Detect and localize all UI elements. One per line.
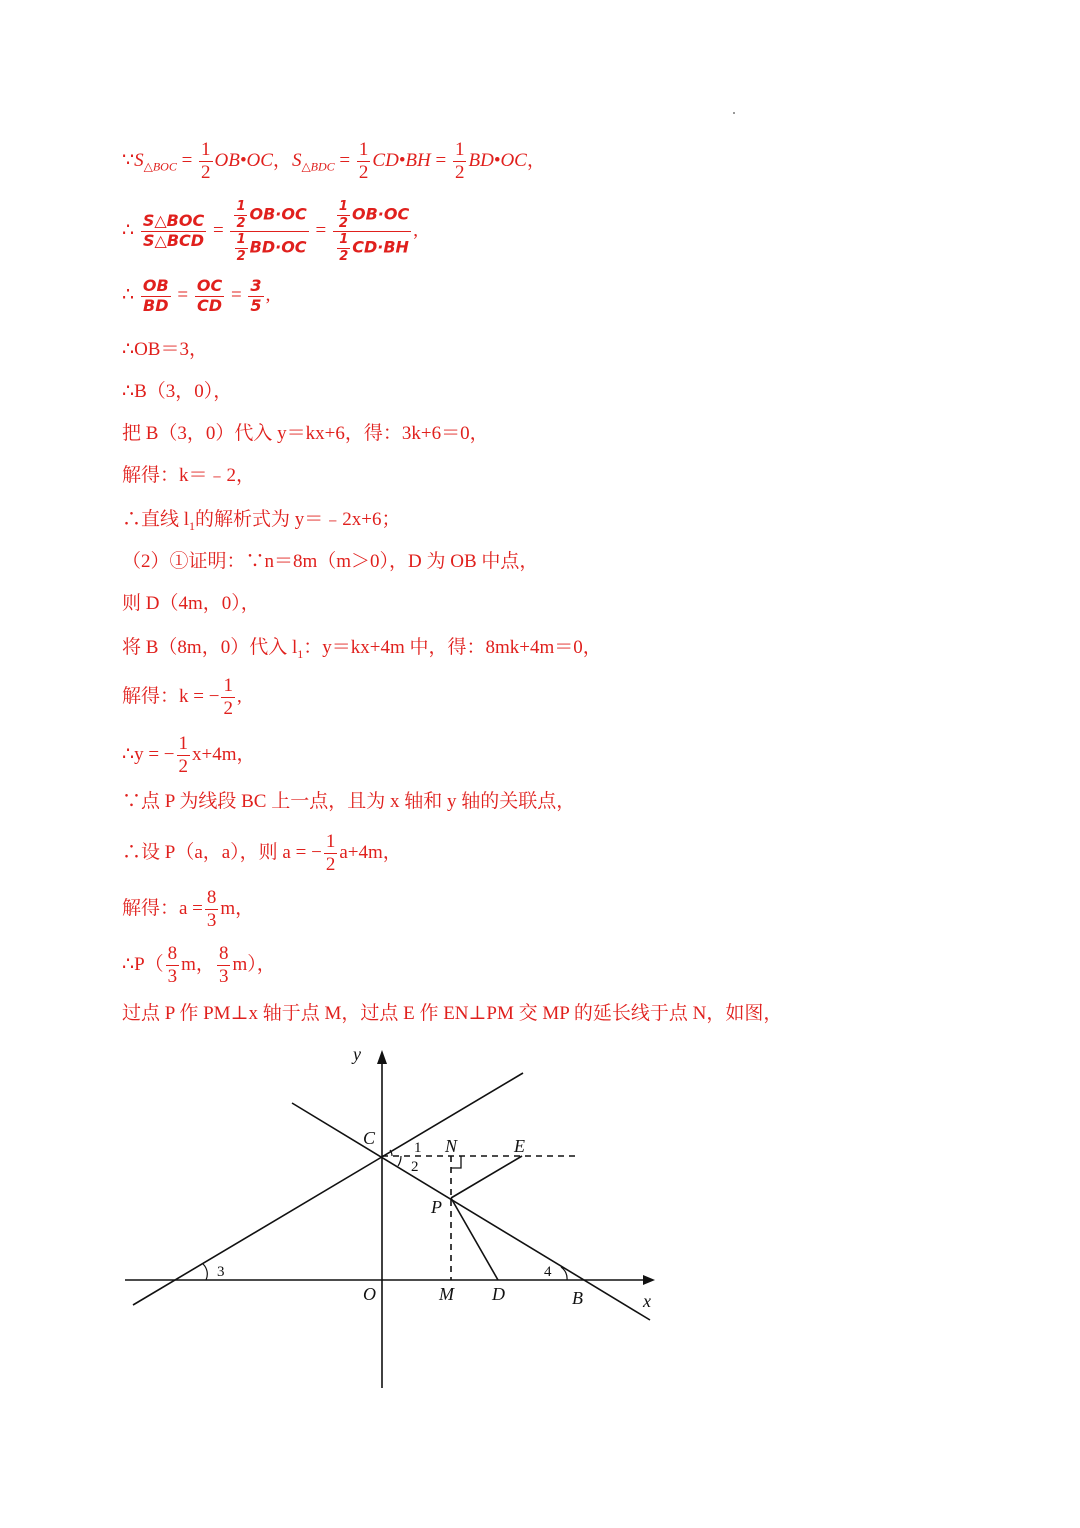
eq-line-10: 则 D（4m，0）， [122, 593, 260, 614]
eq-line-6: 把 B（3，0）代入 y＝kx+6，得：3k+6＝0， [122, 423, 489, 444]
label-n: N [445, 1136, 458, 1156]
label-angle-4: 4 [544, 1264, 552, 1280]
label-o: O [363, 1284, 376, 1304]
label-angle-3: 3 [217, 1264, 225, 1280]
eq-line-15: ∴设 P（a，a），则 a = − $\frac{1}{2}$ a+4m， [122, 831, 402, 875]
line-ac [133, 1073, 523, 1305]
eq-line-5: ∴B（3，0）， [122, 381, 233, 402]
label-c: C [363, 1128, 376, 1148]
eq-line-2: ∴ $\frac{\text{S△BOC}}{\text{S△BCD}}$ = $\frac{1}{2}$ OB·OC $\frac{1}{2}$ BD·OC = $\frac{1}{2}$ OB·OC $\frac{1}{2}$ CD·BH , [122, 199, 418, 264]
angle-2-arc [398, 1156, 401, 1166]
label-angle-1: 1 [414, 1140, 422, 1156]
x-axis-arrow [643, 1275, 655, 1285]
label-angle-2: 2 [411, 1159, 419, 1175]
label-x: x [643, 1291, 651, 1311]
eq-line-7: 解得：k＝﹣2， [122, 465, 256, 486]
label-p: P [431, 1197, 442, 1217]
eq-line-17: ∴P（ $\frac{8}{3}$ m， $\frac{8}{3}$ m）， [122, 943, 276, 987]
label-d: D [492, 1284, 505, 1304]
eq-line-4: ∴OB＝3， [122, 339, 208, 360]
eq-line-16: 解得：a = $\frac{8}{3}$ m， [122, 887, 255, 931]
line-bc [292, 1103, 650, 1320]
label-e: E [514, 1136, 525, 1156]
eq-line-11: 将 B（8m，0）代入 $l_1$：y＝kx+4m 中，得：8mk+4m＝0， [122, 637, 602, 661]
coordinate-figure [115, 1040, 675, 1400]
segment-pd [451, 1198, 498, 1280]
label-b: B [572, 1288, 583, 1308]
eq-line-12: 解得：k = − $\frac{1}{2}$ , [122, 675, 242, 719]
y-axis-arrow [377, 1050, 387, 1064]
angle-3-arc [203, 1264, 207, 1280]
label-m: M [439, 1284, 454, 1304]
eq-line-14: ∵点 P 为线段 BC 上一点，且为 x 轴和 y 轴的关联点， [122, 791, 576, 812]
eq-line-3: ∴ $\frac{OB}{BD}$ = $\frac{OC}{CD}$ = $\frac{3}{5}$ , [122, 276, 271, 315]
eq-line-18: 过点 P 作 PM⊥x 轴于点 M，过点 E 作 EN⊥PM 交 MP 的延长线于点 N，如图， [122, 1003, 783, 1024]
eq-line-8: ∴直线 $l_1$的解析式为 y＝﹣2x+6； [122, 509, 401, 533]
margin-mark [733, 112, 735, 114]
eq-line-13: ∴y = − $\frac{1}{2}$ x+4m， [122, 733, 256, 777]
right-angle-mark [451, 1156, 461, 1168]
eq-line-1: $\because S_{\triangle BOC}$ = $\frac{1}{2}$ OB•OC，$S_{\triangle BDC}$ = $\frac{1}{2}$ CD•BH = $\frac{1}{2}$ BD•OC， [122, 139, 546, 183]
label-y: y [353, 1044, 361, 1064]
eq-line-9: （2）①证明：∵n＝8m（m＞0），D 为 OB 中点， [122, 551, 539, 572]
